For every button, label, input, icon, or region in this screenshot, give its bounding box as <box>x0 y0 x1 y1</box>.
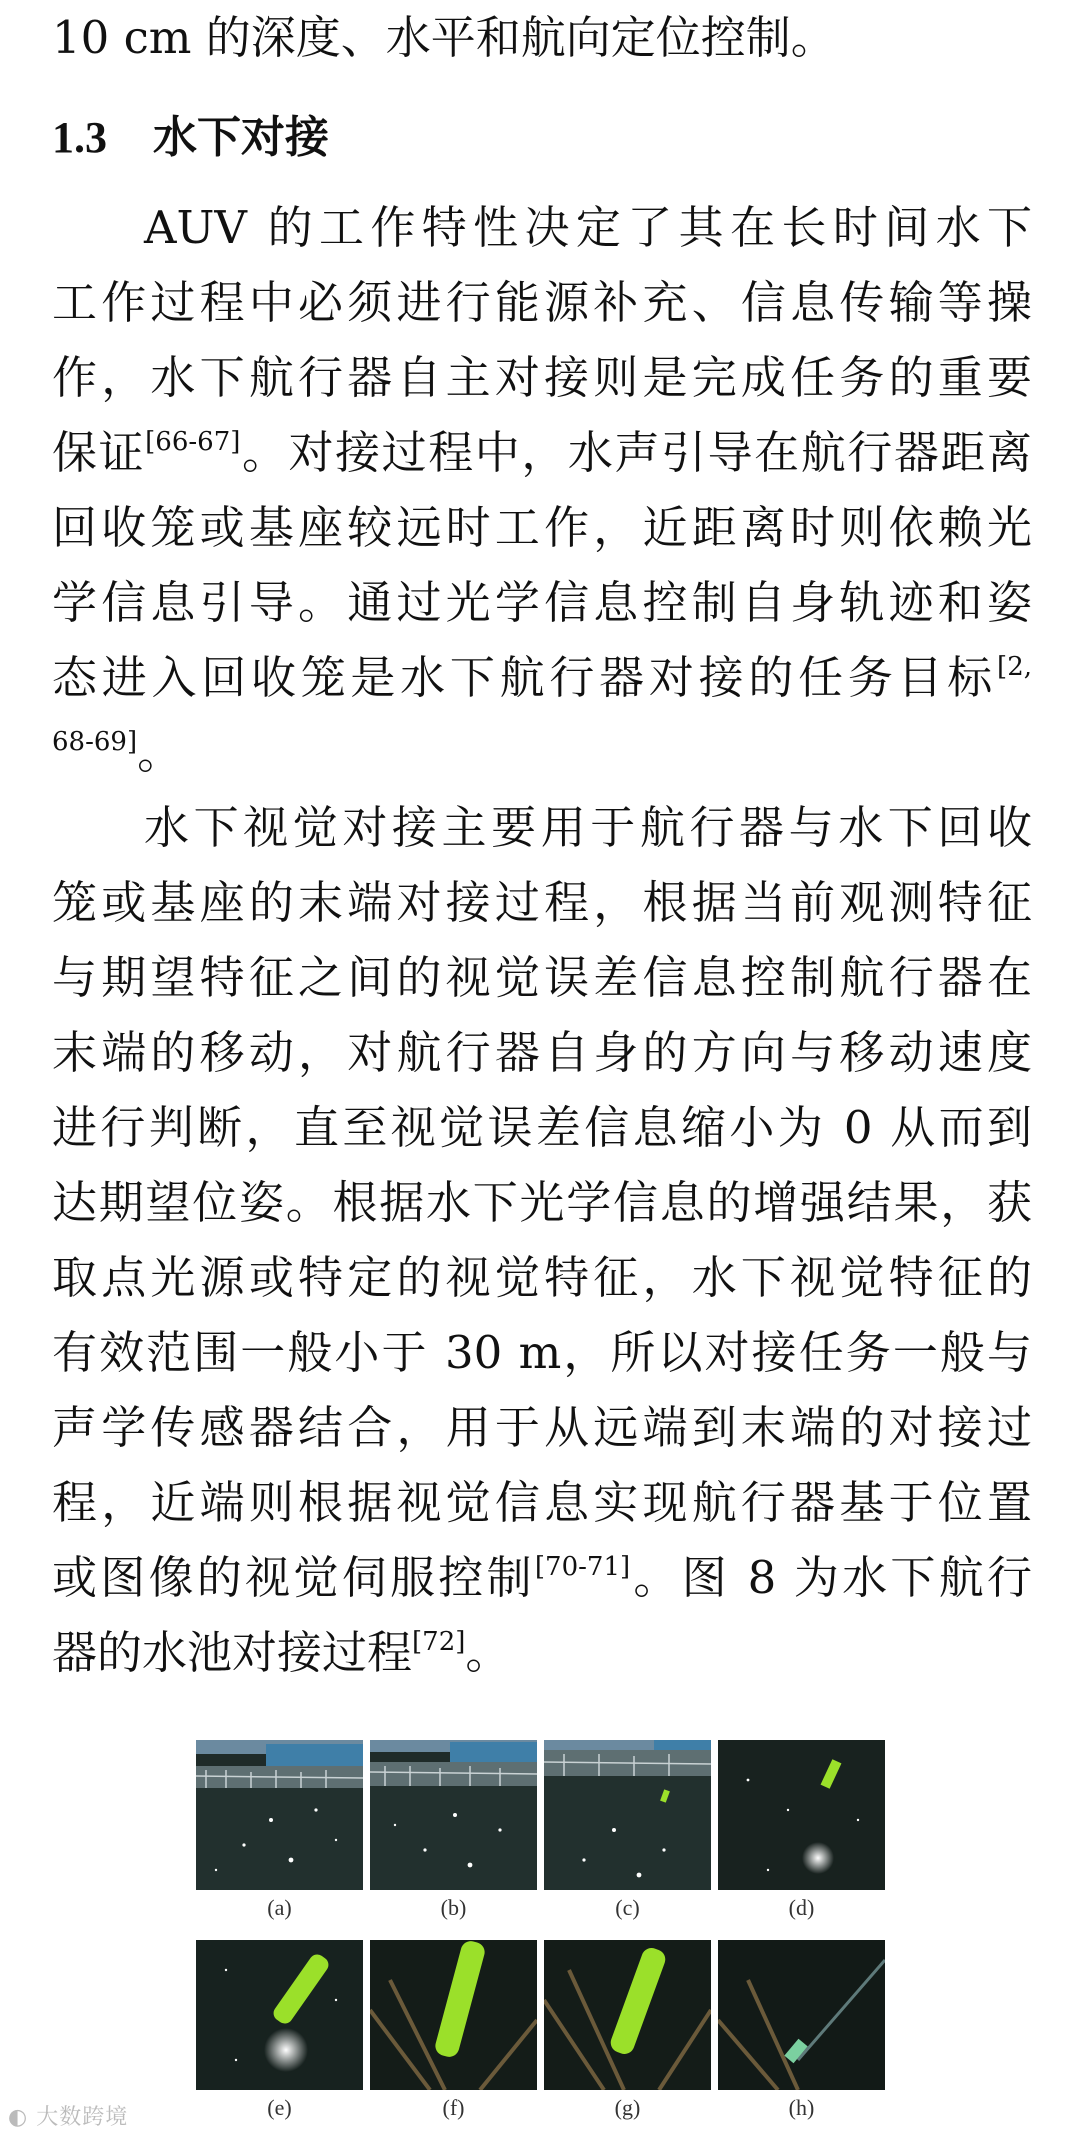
text-fragment: 。对接过程中，水声引导在航行器距离 <box>240 426 1032 479</box>
figure-caption: (h) <box>788 2095 815 2120</box>
text-line: 水下视觉对接主要用于航行器与水下回收 <box>144 801 1032 854</box>
text-fragment: 。图 8 为水下航行 <box>630 1551 1032 1604</box>
pool-scene-c <box>544 1740 711 1890</box>
watermark <box>8 2100 128 2131</box>
figure-caption: (g) <box>614 2095 641 2120</box>
watermark-text: 大数跨境 <box>36 2105 129 2130</box>
figure-caption: (a) <box>267 1895 292 1920</box>
text-line: 程，近端则根据视觉信息实现航行器基于位置 <box>52 1476 1032 1529</box>
frame-g <box>544 1940 711 2126</box>
text-line: 回收笼或基座较远时工作，近距离时则依赖光 <box>52 501 1032 554</box>
frame-a <box>196 1740 363 1926</box>
figure-caption: (e) <box>267 2095 292 2120</box>
frame-image-a <box>196 1740 363 1890</box>
text-line: 末端的移动，对航行器自身的方向与移动速度 <box>52 1026 1032 1079</box>
frame-image-g <box>544 1940 711 2090</box>
citation: [70-71] <box>534 1552 631 1582</box>
text-line: 工作过程中必须进行能源补充、信息传输等操 <box>52 276 1032 329</box>
pool-scene-b <box>370 1740 537 1890</box>
watermark-logo-icon: ◐ <box>8 2105 29 2130</box>
section-title: 水下对接 <box>153 112 329 163</box>
section-heading <box>52 100 329 175</box>
citation: 68-69] <box>52 727 138 757</box>
text-line: 取点光源或特定的视觉特征，水下视觉特征的 <box>52 1251 1032 1304</box>
text-line: 作，水下航行器自主对接则是完成任务的重要 <box>52 351 1032 404</box>
text-fragment: 器的水池对接过程 <box>52 1626 413 1679</box>
frame-image-d <box>718 1740 885 1890</box>
figure-row-bottom <box>196 1940 886 2135</box>
figure-caption: (b) <box>440 1895 467 1920</box>
paragraph-2 <box>52 790 1032 1690</box>
paragraph-1 <box>52 190 1032 790</box>
pool-scene-e <box>196 1940 363 2090</box>
pool-scene-f <box>370 1940 537 2090</box>
text-line <box>52 415 1032 490</box>
text-line <box>52 640 1032 715</box>
frame-image-c <box>544 1740 711 1890</box>
frame-image-b <box>370 1740 537 1890</box>
text-line: 进行判断，直至视觉误差信息缩小为 0 从而到 <box>52 1101 1032 1154</box>
frame-image-e <box>196 1940 363 2090</box>
text-line: 笼或基座的末端对接过程，根据当前观测特征 <box>52 876 1032 929</box>
frame-d <box>718 1740 885 1926</box>
frame-e <box>196 1940 363 2126</box>
frame-image-h <box>718 1940 885 2090</box>
text-line <box>52 715 1032 790</box>
text-line: 达期望位姿。根据水下光学信息的增强结果，获 <box>52 1176 1032 1229</box>
frame-c <box>544 1740 711 1926</box>
citation: [2, <box>997 652 1032 682</box>
text-line <box>52 1540 1032 1615</box>
text-line: 与期望特征之间的视觉误差信息控制航行器在 <box>52 951 1032 1004</box>
text-line: 声学传感器结合，用于从远端到末端的对接过 <box>52 1401 1032 1454</box>
citation: [66-67] <box>145 427 241 457</box>
pool-scene-a <box>196 1740 363 1890</box>
text-fragment: 。 <box>465 1626 511 1679</box>
text-fragment: 或图像的视觉伺服控制 <box>52 1551 535 1604</box>
figure-caption: (d) <box>788 1895 815 1920</box>
text-fragment: 。 <box>137 726 183 779</box>
text-line: 学信息引导。通过光学信息控制自身轨迹和姿 <box>52 576 1032 629</box>
text-line: 有效范围一般小于 30 m，所以对接任务一般与 <box>52 1326 1032 1379</box>
text-fragment: 保证 <box>52 426 146 479</box>
text-fragment: 态进入回收笼是水下航行器对接的任务目标 <box>52 651 998 704</box>
frame-b <box>370 1740 537 1926</box>
paragraph-top <box>52 0 1032 75</box>
text-line <box>52 1615 1032 1690</box>
frame-f <box>370 1940 537 2126</box>
figure-row-top <box>196 1740 886 1935</box>
frame-h <box>718 1940 885 2126</box>
citation: [72] <box>412 1627 466 1657</box>
text-line: 10 cm 的深度、水平和航向定位控制。 <box>52 11 836 64</box>
docking-figure <box>196 1740 886 2130</box>
text-line: AUV 的工作特性决定了其在长时间水下 <box>144 201 1032 254</box>
figure-caption: (f) <box>442 2095 465 2120</box>
section-number: 1.3 <box>52 113 107 162</box>
frame-image-f <box>370 1940 537 2090</box>
pool-scene-d <box>718 1740 885 1890</box>
figure-caption: (c) <box>615 1895 640 1920</box>
pool-scene-g <box>544 1940 711 2090</box>
pool-scene-h <box>718 1940 885 2090</box>
